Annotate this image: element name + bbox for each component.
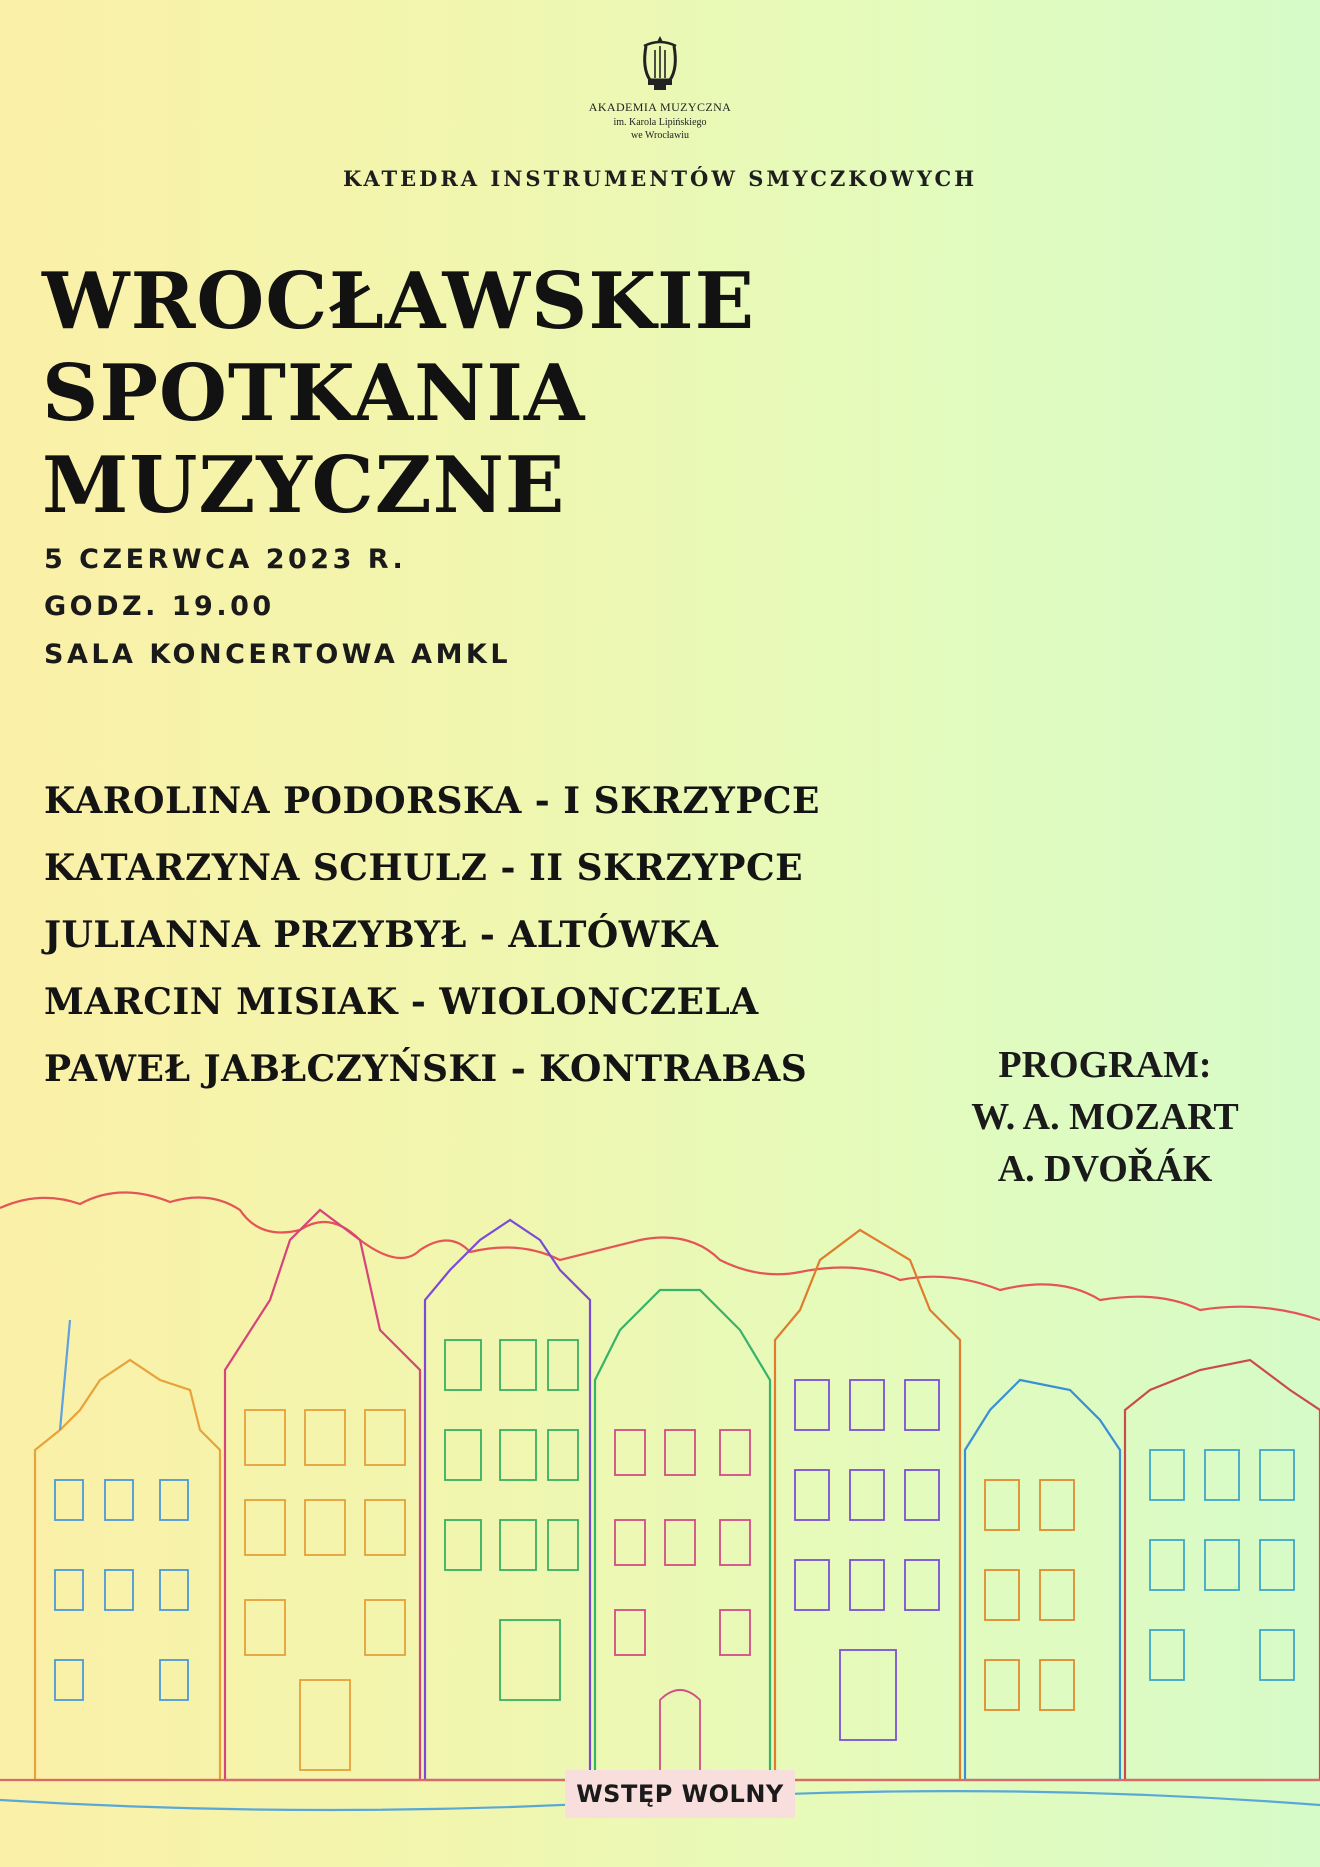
performer-1: KAROLINA PODORSKA - I SKRZYPCE <box>44 780 820 822</box>
program-composer-1: W. A. MOZART <box>971 1096 1239 1138</box>
title-line-1: WROCŁAWSKIE <box>42 256 756 347</box>
performer-4: MARCIN MISIAK - WIOLONCZELA <box>44 981 759 1023</box>
program-composer-2: A. DVOŘÁK <box>997 1148 1213 1190</box>
logo-subtitle: im. Karola Lipińskiego <box>613 117 707 128</box>
department-name: KATEDRA INSTRUMENTÓW SMYCZKOWYCH <box>342 166 978 191</box>
title-line-2: SPOTKANIA <box>42 348 586 439</box>
performer-3: JULIANNA PRZYBYŁ - ALTÓWKA <box>44 914 719 956</box>
event-time: GODZ. 19.00 <box>44 591 275 622</box>
performer-5: PAWEŁ JABŁCZYŃSKI - KONTRABAS <box>44 1048 808 1090</box>
performer-2: KATARZYNA SCHULZ - II SKRZYPCE <box>44 847 804 889</box>
program-heading: PROGRAM: <box>998 1044 1212 1086</box>
logo-location: we Wrocławiu <box>630 130 689 141</box>
logo-name: AKADEMIA MUZYCZNA <box>588 100 732 114</box>
title-line-3: MUZYCZNE <box>42 440 566 531</box>
lyre-icon <box>636 34 684 92</box>
event-date: 5 CZERWCA 2023 R. <box>44 544 407 575</box>
tenement-houses-illustration <box>0 1180 1320 1867</box>
event-venue: SALA KONCERTOWA AMKL <box>44 639 512 670</box>
free-entry-badge: WSTĘP WOLNY <box>565 1770 795 1818</box>
